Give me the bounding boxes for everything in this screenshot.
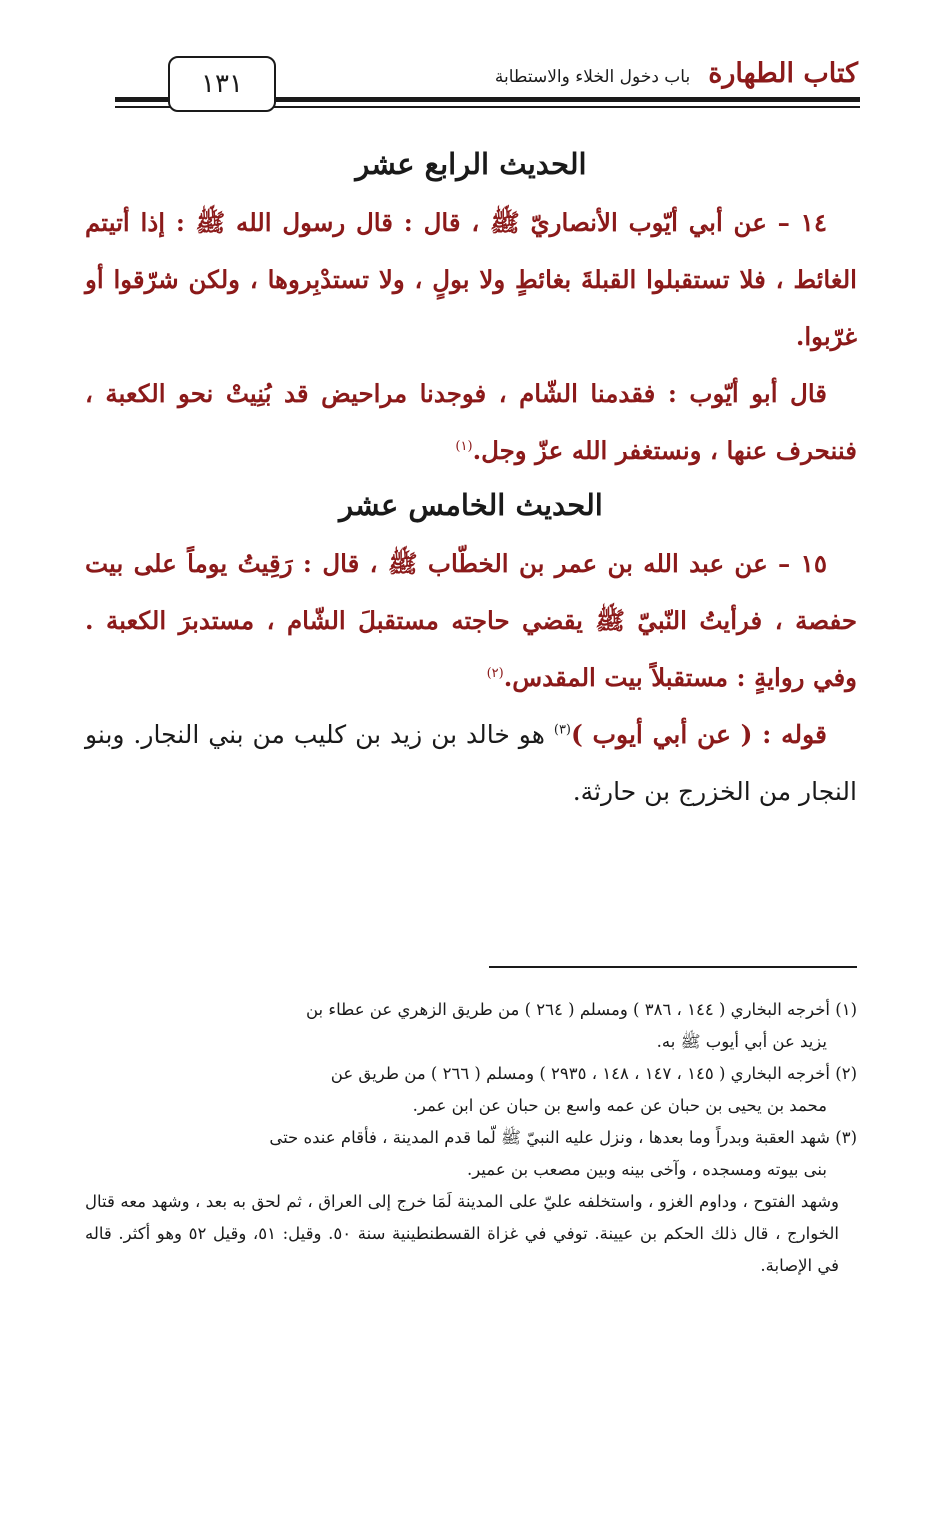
commentary — [85, 706, 857, 820]
footnote-ref-3[interactable]: (٣) — [553, 722, 571, 738]
page-number: ١٣١ — [168, 56, 276, 112]
footnote-2-line-1: (٢) أخرجه البخاري ( ١٤٥ ، ١٤٧ ، ١٤٨ ، ٢٩٣٥ ) ومسلم ( ٢٦٦ ) من طريق عن — [330, 1064, 857, 1083]
footnote-3-line-2: بنى بيوته ومسجده ، وآخى بينه وبين مصعب بن عمير. — [466, 1160, 827, 1179]
hadith-14-title: الحديث الرابع عشر — [355, 147, 587, 181]
hadith-15-title: الحديث الخامس عشر — [339, 488, 603, 522]
main-content — [85, 140, 857, 820]
footnote-2-line-2: محمد بن يحيى بن حبان عن عمه واسع بن حبان عن ابن عمر. — [412, 1096, 827, 1115]
hadith-15-text — [85, 535, 857, 706]
hadith-14-note-body: قال أبو أيّوب : فقدمنا الشّام ، فوجدنا مراحيض قد بُنِيتْ نحو الكعبة ، فننحرف عنها ، ونستغفر الله عزّ وجل. — [85, 379, 857, 465]
hadith-14-text — [85, 194, 857, 365]
hadith-15-body: ١٥ – عن عبد الله بن عمر بن الخطّاب ﷺ ، قال : رَقِيتُ يوماً على بيت حفصة ، فرأيتُ النّبيّ ﷺ يقضي حاجته مستقبلَ الشّام ، مستدبرَ الكعبة . وفي روايةٍ : مستقبلاً بيت المقدس. — [85, 549, 857, 692]
footnote-1-line-2: يزيد عن أبي أيوب ﷺ به. — [656, 1032, 827, 1051]
footnote-ref-2[interactable]: (٢) — [486, 665, 504, 681]
commentary-keyword: قوله : ( عن أبي أيوب ) — [571, 720, 827, 749]
commentary-body: هو خالد بن زيد بن كليب من بني النجار. وبنو النجار من الخزرج بن حارثة. — [85, 720, 857, 806]
chapter-title: باب دخول الخلاء والاستطابة — [494, 67, 691, 87]
book-title: كتاب الطهارة — [708, 58, 858, 89]
footnote-1-line-1: (١) أخرجه البخاري ( ١٤٤ ، ٣٨٦ ) ومسلم ( ٢٦٤ ) من طريق الزهري عن عطاء بن — [305, 1000, 857, 1019]
footnote-3-line-1: (٣) شهد العقبة وبدراً وما بعدها ، ونزل عليه النبيّ ﷺ لّما قدم المدينة ، فأقام عنده حتى — [269, 1128, 857, 1147]
footnotes — [85, 994, 857, 1282]
hadith-14-body: ١٤ – عن أبي أيّوب الأنصاريّ ﷺ ، قال : قال رسول الله ﷺ : إذا أتيتم الغائط ، فلا تستقبلوا القبلةَ بغائطٍ ولا بولٍ ، ولا تستدْبِروها ، ولكن شرّقوا أو غرّبوا. — [85, 208, 857, 351]
hadith-14-narrator-note — [85, 365, 857, 479]
footnote-ref-1[interactable]: (١) — [455, 438, 473, 454]
running-head — [495, 58, 858, 89]
footnote-separator — [489, 966, 857, 968]
footnote-3-paragraph-2: وشهد الفتوح ، وداوم الغزو ، واستخلفه عليّ على المدينة لَمَا خرج إلى العراق ، ثم لحق به بعد ، وشهد معه قتال الخوارج ، قال ذلك الحكم بن عيينة. توفي في غزاة القسطنطينية سنة ٥٠. وقيل: ٥١، وقيل ٥٢ وهو أكثر. قاله في الإصابة. — [85, 1192, 840, 1275]
page-header — [115, 50, 860, 110]
